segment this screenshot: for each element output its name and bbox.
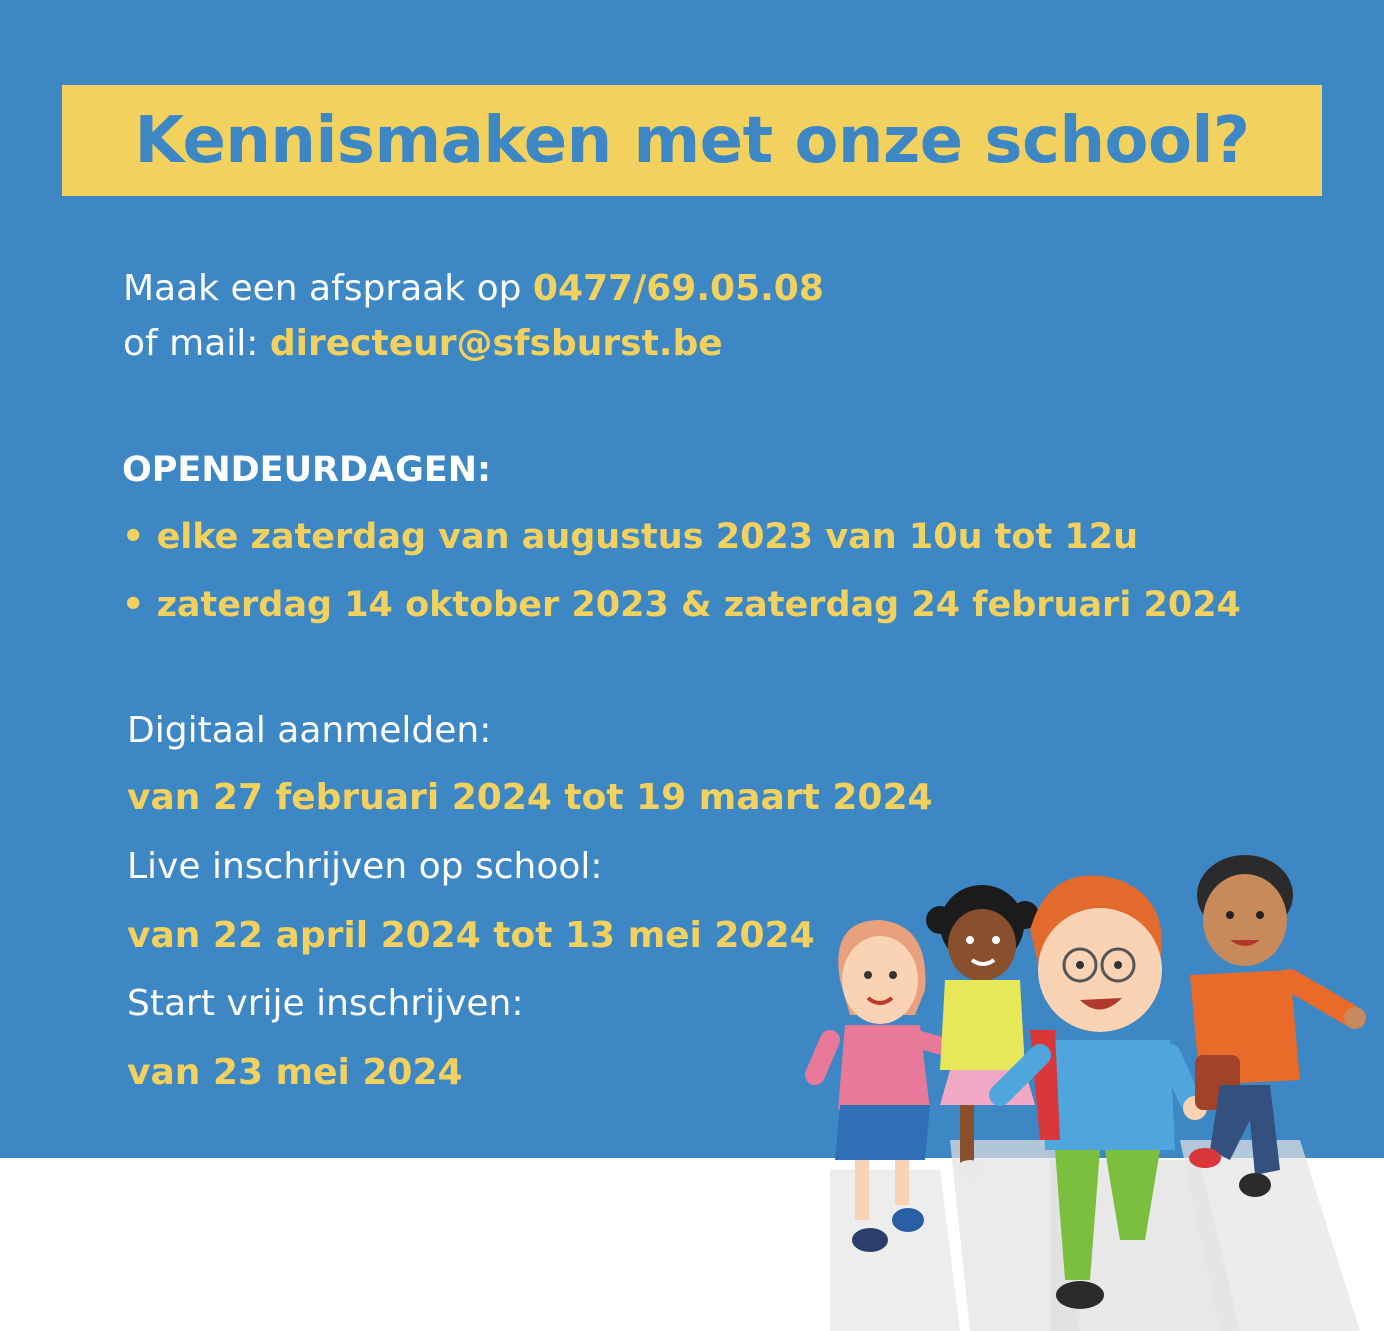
- free-registration-label: Start vrije inschrijven:: [127, 983, 524, 1024]
- open-days-heading: OPENDEURDAGEN:: [122, 450, 492, 490]
- email-address: directeur@sfsburst.be: [269, 323, 723, 364]
- page-title: Kennismaken met onze school?: [134, 103, 1250, 178]
- open-day-item: [122, 517, 1138, 557]
- mail-line: [123, 323, 723, 364]
- live-registration-period: van 22 april 2024 tot 13 mei 2024: [127, 915, 815, 956]
- girl-middle-figure: [926, 885, 1039, 1180]
- phone-number: 0477/69.05.08: [532, 268, 824, 309]
- free-registration-period: van 23 mei 2024: [127, 1052, 463, 1093]
- title-banner: [62, 85, 1322, 196]
- open-day-item: [122, 585, 1241, 625]
- digital-registration-label: Digitaal aanmelden:: [127, 710, 492, 751]
- running-children-illustration: [800, 840, 1380, 1331]
- bullet-icon: •: [122, 585, 145, 625]
- appointment-prefix: Maak een afspraak op: [123, 268, 533, 309]
- mail-prefix: of mail:: [123, 323, 270, 364]
- open-day-text: zaterdag 14 oktober 2023 & zaterdag 24 februari 2024: [156, 585, 1241, 625]
- open-day-text: elke zaterdag van augustus 2023 van 10u tot 12u: [156, 517, 1138, 557]
- live-registration-label: Live inschrijven op school:: [127, 846, 603, 887]
- bullet-icon: •: [122, 517, 145, 557]
- digital-registration-period: van 27 februari 2024 tot 19 maart 2024: [127, 777, 933, 818]
- appointment-line: [123, 268, 824, 309]
